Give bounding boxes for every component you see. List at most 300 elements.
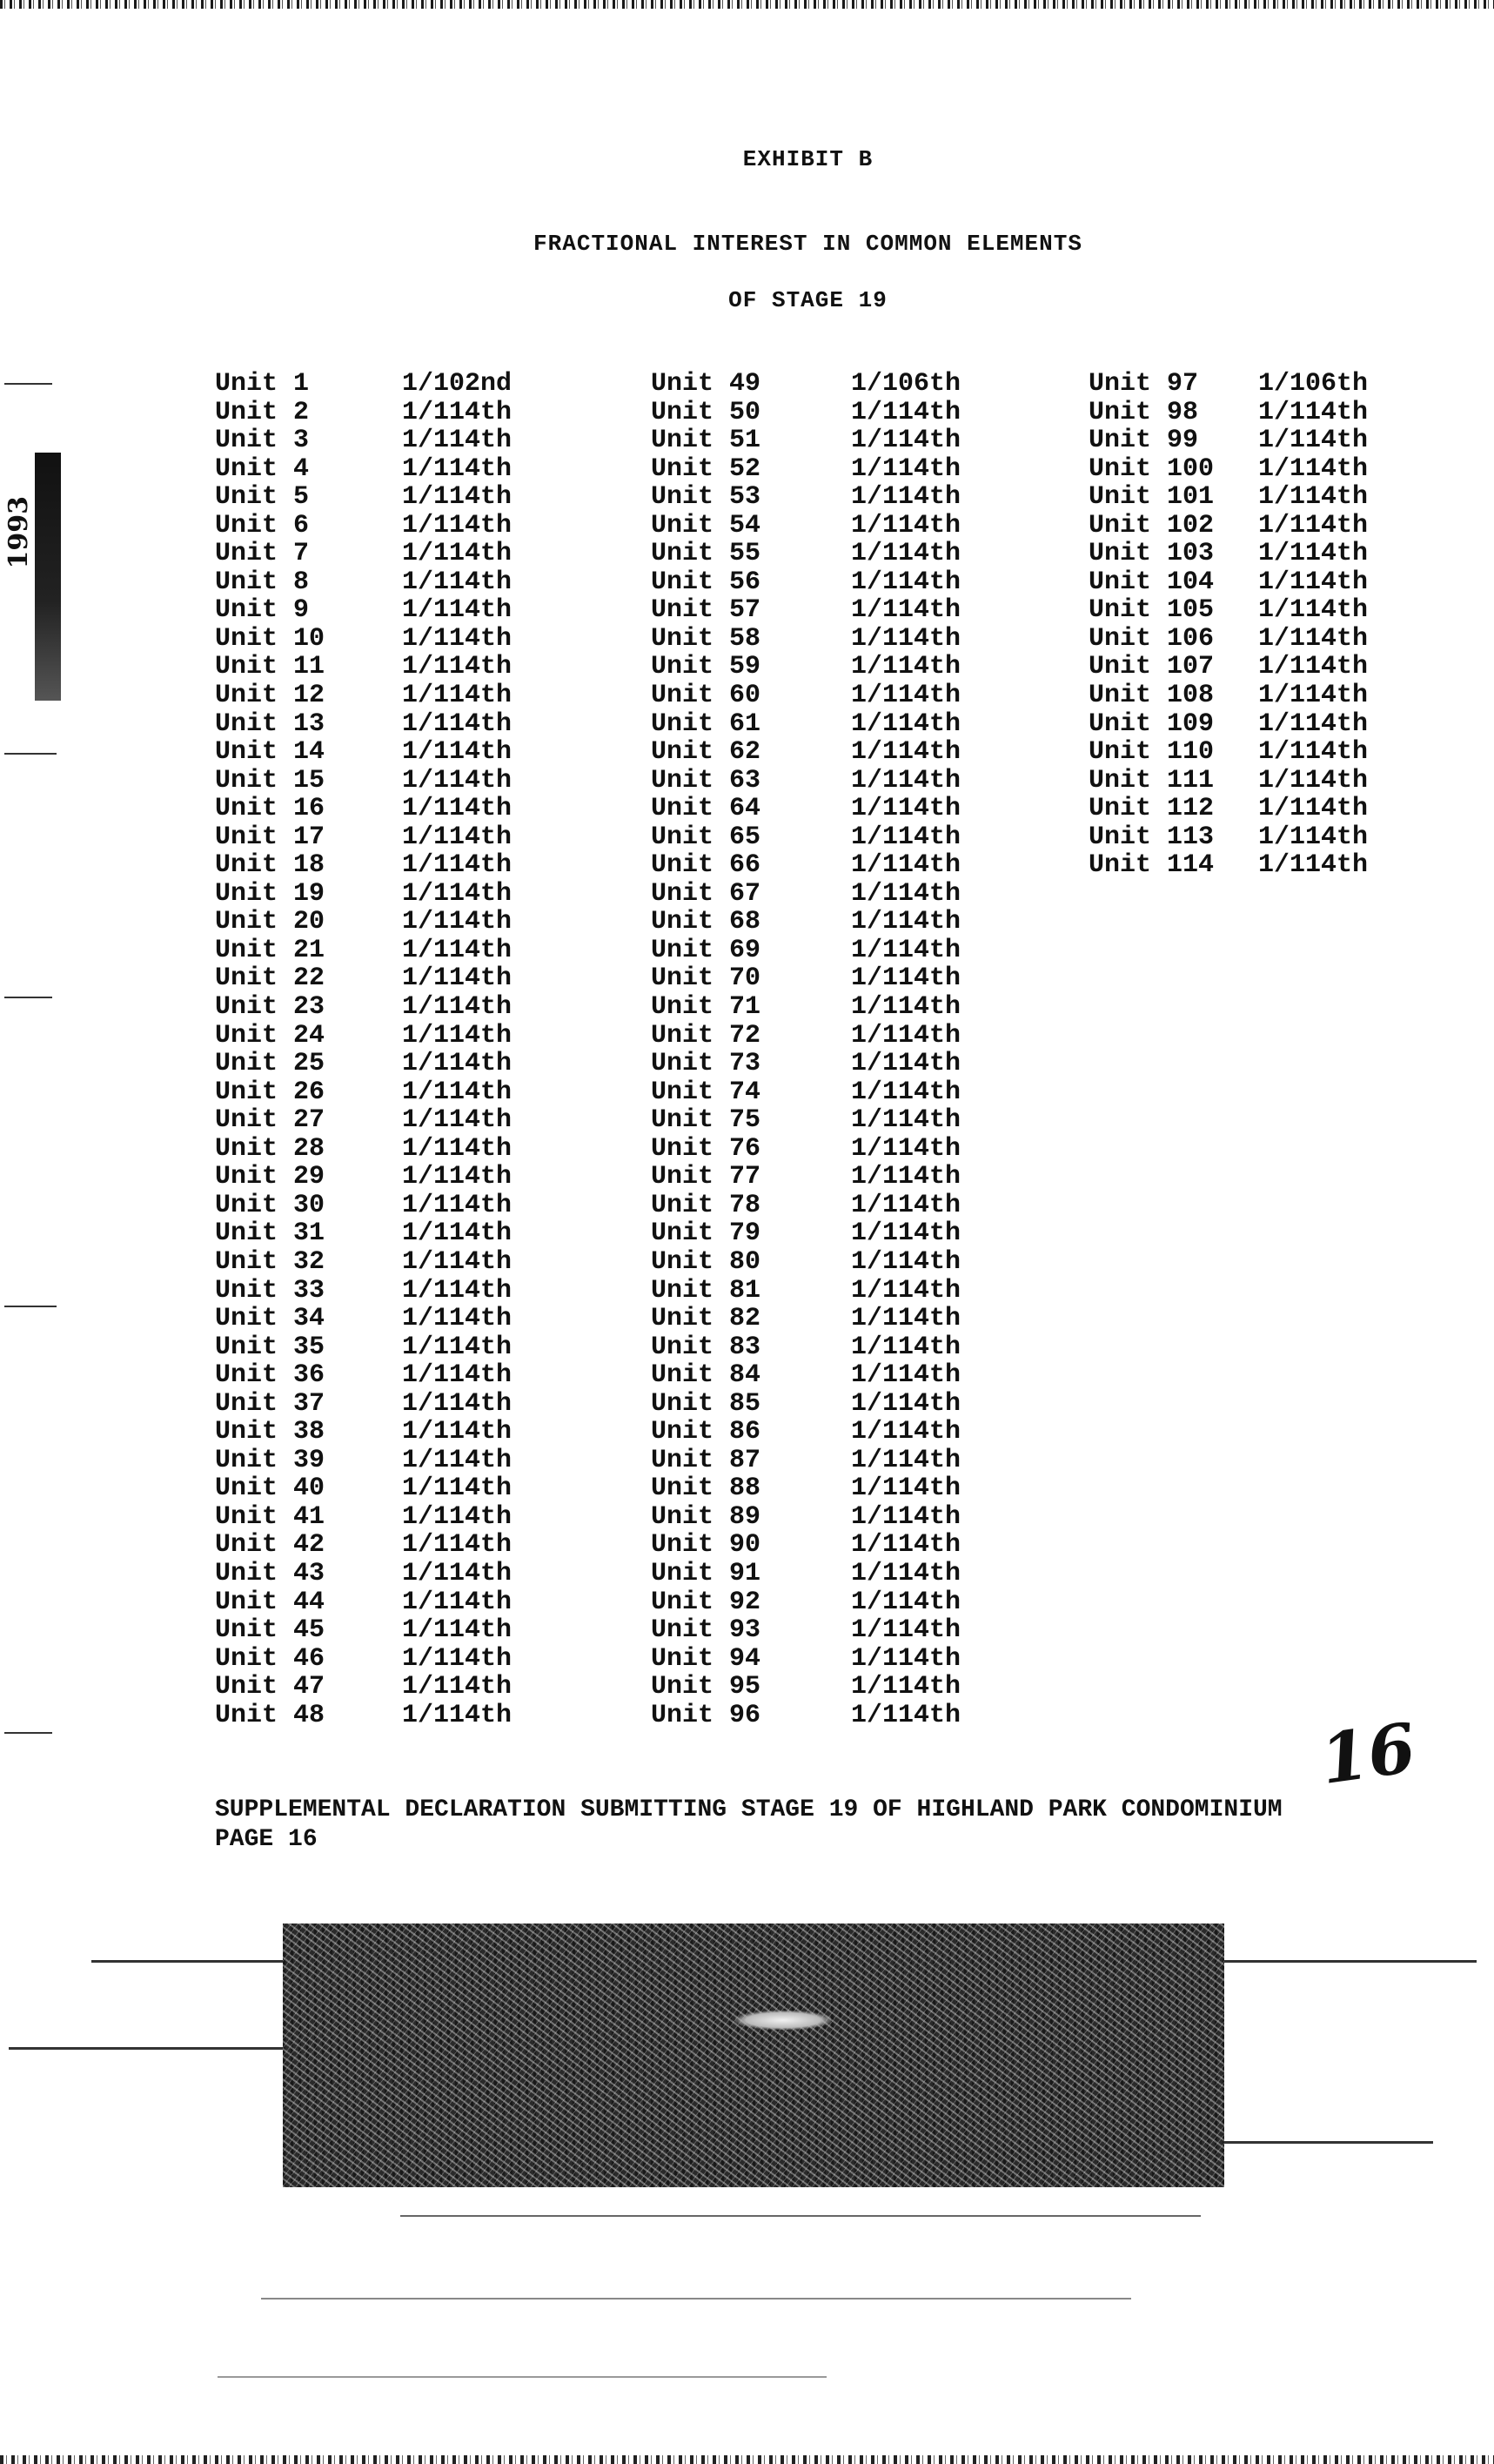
unit-label: Unit 14 (215, 737, 325, 768)
unit-label: Unit 55 (651, 539, 761, 569)
unit-row (215, 823, 576, 852)
fractional-interest: 1/114th (402, 737, 513, 768)
unit-label: Unit 18 (215, 850, 325, 881)
unit-row (651, 568, 1025, 597)
unit-label: Unit 16 (215, 794, 325, 824)
fractional-interest: 1/114th (1258, 482, 1369, 513)
unit-label: Unit 42 (215, 1530, 325, 1561)
unit-row (215, 540, 576, 568)
fractional-interest: 1/114th (851, 992, 961, 1023)
unit-label: Unit 25 (215, 1049, 325, 1079)
fractional-interest: 1/114th (402, 850, 513, 881)
fractional-interest: 1/114th (402, 1332, 513, 1362)
fractional-interest: 1/114th (851, 1530, 961, 1561)
fractional-interest: 1/114th (851, 1501, 961, 1532)
unit-label: Unit 86 (651, 1417, 761, 1447)
unit-label: Unit 49 (651, 369, 761, 399)
scan-streak (218, 2376, 827, 2378)
unit-row (651, 540, 1025, 568)
unit-label: Unit 78 (651, 1190, 761, 1220)
unit-row (215, 399, 576, 427)
unit-row (651, 964, 1025, 993)
unit-label: Unit 20 (215, 907, 325, 937)
unit-label: Unit 72 (651, 1020, 761, 1051)
unit-label: Unit 35 (215, 1332, 325, 1362)
unit-row (1089, 851, 1432, 880)
unit-row (651, 738, 1025, 767)
fractional-interest: 1/114th (851, 1388, 961, 1419)
unit-row (1089, 625, 1432, 654)
unit-row (215, 1305, 576, 1333)
unit-label: Unit 93 (651, 1615, 761, 1646)
unit-row (215, 1702, 576, 1730)
fractional-interest: 1/114th (402, 539, 513, 569)
unit-row (651, 1163, 1025, 1192)
scan-streak (261, 2298, 1131, 2300)
handwritten-page-number: 16 (1316, 1708, 1421, 1801)
unit-row (651, 1503, 1025, 1532)
fractional-interest: 1/114th (851, 1474, 961, 1504)
unit-row (1089, 710, 1432, 739)
fractional-interest: 1/114th (851, 1643, 961, 1674)
fractional-interest: 1/114th (851, 652, 961, 682)
unit-row (651, 399, 1025, 427)
fractional-interest: 1/114th (402, 595, 513, 626)
fractional-interest: 1/114th (402, 822, 513, 852)
fractional-interest: 1/114th (1258, 794, 1369, 824)
unit-row (651, 426, 1025, 455)
unit-label: Unit 27 (215, 1105, 325, 1136)
unit-label: Unit 46 (215, 1643, 325, 1674)
unit-row (215, 1418, 576, 1447)
fractional-interest: 1/114th (851, 708, 961, 739)
unit-label: Unit 112 (1089, 794, 1215, 824)
unit-label: Unit 87 (651, 1445, 761, 1475)
fractional-interest: 1/114th (402, 1672, 513, 1702)
fractional-interest: 1/114th (851, 1246, 961, 1277)
scan-streak (400, 2215, 1201, 2217)
unit-label: Unit 17 (215, 822, 325, 852)
fractional-interest: 1/114th (851, 426, 961, 456)
fractional-interest: 1/114th (1258, 822, 1369, 852)
fractional-interest: 1/114th (851, 737, 961, 768)
fractional-interest: 1/114th (402, 1190, 513, 1220)
unit-label: Unit 21 (215, 935, 325, 965)
fractional-interest: 1/114th (1258, 510, 1369, 540)
unit-label: Unit 104 (1089, 567, 1215, 597)
unit-row (215, 568, 576, 597)
unit-row (215, 964, 576, 993)
unit-row (215, 880, 576, 909)
unit-label: Unit 56 (651, 567, 761, 597)
unit-label: Unit 2 (215, 397, 310, 427)
document-subtitle: FRACTIONAL INTEREST IN COMMON ELEMENTS (533, 231, 1082, 257)
unit-row (651, 1106, 1025, 1135)
unit-row (215, 937, 576, 965)
fractional-interest: 1/114th (402, 453, 513, 484)
fractional-interest: 1/114th (851, 623, 961, 654)
fractional-interest: 1/114th (402, 794, 513, 824)
unit-label: Unit 85 (651, 1388, 761, 1419)
unit-row (651, 1418, 1025, 1447)
fractional-interest: 1/114th (402, 935, 513, 965)
unit-row (215, 1135, 576, 1164)
fractional-interest: 1/114th (851, 1020, 961, 1051)
unit-label: Unit 39 (215, 1445, 325, 1475)
fractional-interest: 1/114th (1258, 539, 1369, 569)
unit-row (651, 1474, 1025, 1503)
unit-label: Unit 22 (215, 963, 325, 994)
fractional-interest: 1/114th (1258, 737, 1369, 768)
unit-row (651, 1390, 1025, 1419)
fractional-interest: 1/114th (402, 1445, 513, 1475)
unit-label: Unit 77 (651, 1162, 761, 1192)
unit-label: Unit 38 (215, 1417, 325, 1447)
unit-label: Unit 57 (651, 595, 761, 626)
unit-row (215, 993, 576, 1022)
unit-label: Unit 101 (1089, 482, 1215, 513)
unit-row (651, 1022, 1025, 1051)
fractional-interest: 1/114th (851, 1162, 961, 1192)
unit-row (215, 1022, 576, 1051)
fractional-interest: 1/114th (402, 482, 513, 513)
unit-row (215, 681, 576, 710)
unit-label: Unit 99 (1089, 426, 1199, 456)
unit-label: Unit 95 (651, 1672, 761, 1702)
unit-label: Unit 58 (651, 623, 761, 654)
unit-row (215, 1078, 576, 1107)
unit-label: Unit 30 (215, 1190, 325, 1220)
footer-page-label: PAGE 16 (215, 1826, 318, 1853)
unit-row (1089, 738, 1432, 767)
unit-row (215, 795, 576, 823)
fractional-interest: 1/114th (402, 1246, 513, 1277)
fractional-interest: 1/114th (851, 397, 961, 427)
unit-row (215, 483, 576, 512)
scan-bottom-edge (0, 2455, 1494, 2464)
unit-label: Unit 110 (1089, 737, 1215, 768)
unit-row (651, 1219, 1025, 1248)
scan-highlight (735, 2011, 831, 2030)
unit-row (215, 1673, 576, 1702)
unit-row (651, 1673, 1025, 1702)
unit-label: Unit 75 (651, 1105, 761, 1136)
margin-mark (4, 1306, 57, 1307)
unit-label: Unit 76 (651, 1133, 761, 1164)
fractional-interest: 1/114th (1258, 426, 1369, 456)
unit-row (1089, 653, 1432, 681)
unit-row (215, 455, 576, 484)
unit-label: Unit 43 (215, 1558, 325, 1588)
fractional-interest: 1/114th (851, 765, 961, 796)
fractional-interest: 1/114th (402, 1388, 513, 1419)
unit-label: Unit 8 (215, 567, 310, 597)
unit-label: Unit 1 (215, 369, 310, 399)
unit-label: Unit 96 (651, 1700, 761, 1730)
fractional-interest: 1/114th (402, 907, 513, 937)
unit-label: Unit 81 (651, 1275, 761, 1306)
unit-row (651, 483, 1025, 512)
unit-row (215, 710, 576, 739)
unit-label: Unit 83 (651, 1332, 761, 1362)
unit-label: Unit 91 (651, 1558, 761, 1588)
fractional-interest: 1/114th (851, 822, 961, 852)
fractional-interest: 1/114th (402, 878, 513, 909)
unit-row (215, 1474, 576, 1503)
fractional-interest: 1/114th (851, 482, 961, 513)
unit-row (651, 596, 1025, 625)
unit-label: Unit 28 (215, 1133, 325, 1164)
fractional-interest: 1/114th (851, 510, 961, 540)
scanned-noise-block (283, 1924, 1224, 2187)
unit-row (215, 596, 576, 625)
unit-label: Unit 68 (651, 907, 761, 937)
unit-row (1089, 483, 1432, 512)
fractional-interest: 1/106th (851, 369, 961, 399)
fractional-interest: 1/114th (1258, 765, 1369, 796)
fractional-interest: 1/114th (851, 963, 961, 994)
unit-label: Unit 111 (1089, 765, 1215, 796)
unit-row (1089, 512, 1432, 540)
unit-label: Unit 70 (651, 963, 761, 994)
unit-label: Unit 92 (651, 1587, 761, 1617)
units-column-3 (1089, 370, 1432, 880)
unit-row (651, 1192, 1025, 1220)
unit-label: Unit 33 (215, 1275, 325, 1306)
unit-label: Unit 65 (651, 822, 761, 852)
unit-row (651, 1645, 1025, 1674)
fractional-interest: 1/114th (402, 765, 513, 796)
unit-row (215, 426, 576, 455)
unit-row (651, 795, 1025, 823)
fractional-interest: 1/114th (402, 1643, 513, 1674)
unit-label: Unit 45 (215, 1615, 325, 1646)
unit-row (1089, 568, 1432, 597)
unit-row (215, 1447, 576, 1475)
unit-label: Unit 37 (215, 1388, 325, 1419)
fractional-interest: 1/114th (402, 1501, 513, 1532)
unit-row (651, 1277, 1025, 1306)
unit-row (215, 1050, 576, 1078)
unit-label: Unit 94 (651, 1643, 761, 1674)
unit-label: Unit 13 (215, 708, 325, 739)
unit-row (651, 710, 1025, 739)
fractional-interest: 1/106th (1258, 369, 1369, 399)
unit-label: Unit 32 (215, 1246, 325, 1277)
fractional-interest: 1/114th (402, 1360, 513, 1391)
unit-row (215, 1219, 576, 1248)
unit-row (651, 1333, 1025, 1362)
fractional-interest: 1/102nd (402, 369, 513, 399)
unit-row (215, 738, 576, 767)
unit-label: Unit 48 (215, 1700, 325, 1730)
margin-mark (4, 383, 52, 385)
unit-row (651, 1588, 1025, 1617)
fractional-interest: 1/114th (402, 1219, 513, 1249)
unit-label: Unit 51 (651, 426, 761, 456)
unit-label: Unit 108 (1089, 681, 1215, 711)
unit-row (215, 653, 576, 681)
unit-label: Unit 90 (651, 1530, 761, 1561)
unit-label: Unit 66 (651, 850, 761, 881)
fractional-interest: 1/114th (402, 1700, 513, 1730)
fractional-interest: 1/114th (851, 878, 961, 909)
fractional-interest: 1/114th (402, 992, 513, 1023)
fractional-interest: 1/114th (1258, 397, 1369, 427)
unit-row (215, 1645, 576, 1674)
fractional-interest: 1/114th (402, 1049, 513, 1079)
unit-row (651, 1050, 1025, 1078)
fractional-interest: 1/114th (851, 1077, 961, 1107)
fractional-interest: 1/114th (402, 1304, 513, 1334)
unit-label: Unit 97 (1089, 369, 1199, 399)
unit-row (1089, 823, 1432, 852)
unit-row (215, 370, 576, 399)
unit-label: Unit 61 (651, 708, 761, 739)
fractional-interest: 1/114th (402, 1275, 513, 1306)
unit-label: Unit 89 (651, 1501, 761, 1532)
unit-label: Unit 9 (215, 595, 310, 626)
fractional-interest: 1/114th (851, 1049, 961, 1079)
unit-label: Unit 6 (215, 510, 310, 540)
unit-row (651, 1078, 1025, 1107)
fractional-interest: 1/114th (851, 1275, 961, 1306)
fractional-interest: 1/114th (851, 1587, 961, 1617)
unit-label: Unit 52 (651, 453, 761, 484)
unit-row (1089, 399, 1432, 427)
fractional-interest: 1/114th (851, 1219, 961, 1249)
fractional-interest: 1/114th (851, 567, 961, 597)
fractional-interest: 1/114th (1258, 708, 1369, 739)
fractional-interest: 1/114th (402, 1530, 513, 1561)
unit-label: Unit 24 (215, 1020, 325, 1051)
fractional-interest: 1/114th (851, 595, 961, 626)
unit-row (215, 1163, 576, 1192)
unit-row (1089, 455, 1432, 484)
unit-label: Unit 54 (651, 510, 761, 540)
unit-label: Unit 79 (651, 1219, 761, 1249)
fractional-interest: 1/114th (851, 935, 961, 965)
fractional-interest: 1/114th (1258, 453, 1369, 484)
unit-row (215, 625, 576, 654)
fractional-interest: 1/114th (402, 1615, 513, 1646)
exhibit-title: EXHIBIT B (742, 146, 874, 172)
fractional-interest: 1/114th (851, 1615, 961, 1646)
unit-label: Unit 69 (651, 935, 761, 965)
unit-label: Unit 34 (215, 1304, 325, 1334)
unit-row (1089, 370, 1432, 399)
unit-row (215, 1616, 576, 1645)
fractional-interest: 1/114th (402, 1474, 513, 1504)
unit-label: Unit 113 (1089, 822, 1215, 852)
unit-row (651, 1560, 1025, 1588)
unit-label: Unit 64 (651, 794, 761, 824)
fractional-interest: 1/114th (851, 1360, 961, 1391)
fractional-interest: 1/114th (402, 708, 513, 739)
unit-row (651, 993, 1025, 1022)
unit-row (215, 1588, 576, 1617)
unit-label: Unit 88 (651, 1474, 761, 1504)
unit-row (215, 1333, 576, 1362)
unit-row (651, 880, 1025, 909)
unit-label: Unit 98 (1089, 397, 1199, 427)
fractional-interest: 1/114th (851, 1105, 961, 1136)
unit-row (1089, 540, 1432, 568)
unit-row (1089, 767, 1432, 796)
fractional-interest: 1/114th (402, 426, 513, 456)
scan-streak (9, 2047, 283, 2050)
unit-row (651, 1361, 1025, 1390)
unit-label: Unit 50 (651, 397, 761, 427)
unit-label: Unit 107 (1089, 652, 1215, 682)
unit-label: Unit 53 (651, 482, 761, 513)
fractional-interest: 1/114th (1258, 567, 1369, 597)
unit-label: Unit 44 (215, 1587, 325, 1617)
unit-row (651, 1447, 1025, 1475)
unit-label: Unit 7 (215, 539, 310, 569)
fractional-interest: 1/114th (851, 539, 961, 569)
fractional-interest: 1/114th (402, 1077, 513, 1107)
unit-row (215, 1390, 576, 1419)
unit-label: Unit 63 (651, 765, 761, 796)
unit-row (651, 653, 1025, 681)
fractional-interest: 1/114th (851, 1672, 961, 1702)
unit-label: Unit 11 (215, 652, 325, 682)
fractional-interest: 1/114th (851, 681, 961, 711)
unit-label: Unit 26 (215, 1077, 325, 1107)
unit-label: Unit 105 (1089, 595, 1215, 626)
fractional-interest: 1/114th (851, 1558, 961, 1588)
margin-mark (4, 997, 52, 998)
fractional-interest: 1/114th (402, 1020, 513, 1051)
unit-label: Unit 67 (651, 878, 761, 909)
unit-label: Unit 23 (215, 992, 325, 1023)
unit-label: Unit 102 (1089, 510, 1215, 540)
unit-row (1089, 681, 1432, 710)
fractional-interest: 1/114th (402, 1162, 513, 1192)
unit-label: Unit 106 (1089, 623, 1215, 654)
stage-line: OF STAGE 19 (728, 287, 888, 313)
unit-row (651, 767, 1025, 796)
unit-row (651, 1531, 1025, 1560)
fractional-interest: 1/114th (1258, 681, 1369, 711)
fractional-interest: 1/114th (402, 1133, 513, 1164)
unit-label: Unit 19 (215, 878, 325, 909)
fractional-interest: 1/114th (402, 397, 513, 427)
fractional-interest: 1/114th (851, 1417, 961, 1447)
unit-label: Unit 3 (215, 426, 310, 456)
fractional-interest: 1/114th (851, 1133, 961, 1164)
margin-stamp-bar (35, 453, 61, 701)
fractional-interest: 1/114th (402, 1587, 513, 1617)
unit-label: Unit 62 (651, 737, 761, 768)
unit-row (651, 1702, 1025, 1730)
fractional-interest: 1/114th (851, 907, 961, 937)
unit-label: Unit 29 (215, 1162, 325, 1192)
unit-row (651, 1616, 1025, 1645)
unit-label: Unit 31 (215, 1219, 325, 1249)
unit-row (651, 370, 1025, 399)
unit-row (215, 1361, 576, 1390)
unit-row (215, 512, 576, 540)
unit-row (215, 1106, 576, 1135)
fractional-interest: 1/114th (402, 652, 513, 682)
unit-row (651, 851, 1025, 880)
unit-row (1089, 426, 1432, 455)
unit-row (215, 1531, 576, 1560)
unit-row (651, 1305, 1025, 1333)
unit-label: Unit 41 (215, 1501, 325, 1532)
